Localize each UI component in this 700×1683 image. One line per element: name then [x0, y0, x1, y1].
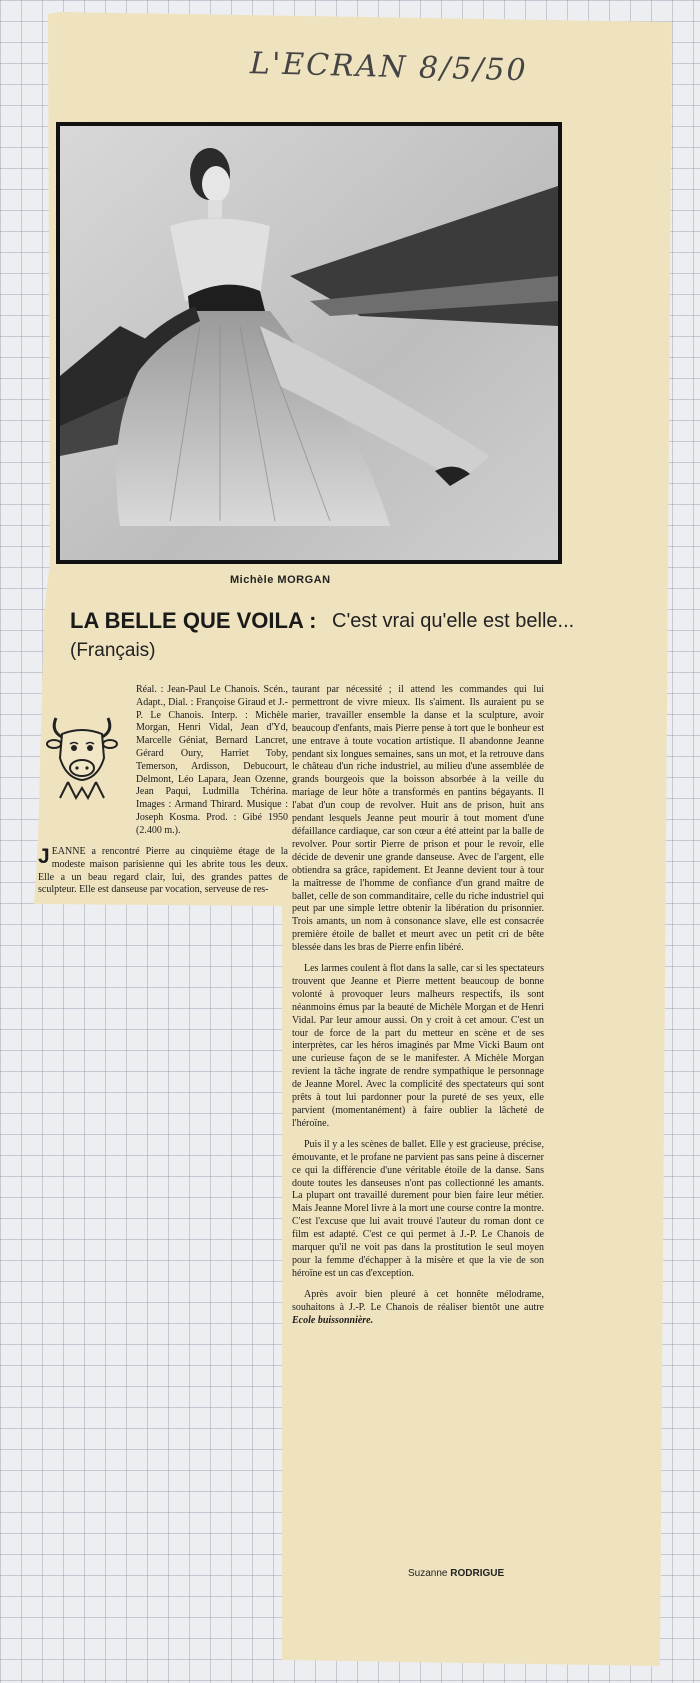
closing-text: Après avoir bien pleuré à cet honnête mélodrame, souhaitons à J.-P. Le Chanois de réaliser bientôt une autre	[292, 1288, 544, 1313]
photo-caption	[230, 574, 331, 586]
body-paragraph-1: taurant par nécessité ; il attend les commandes qui lui permettront de vivre mieux. Ils s'aiment. Ils auraient pu se marier, travailler ensemble la danse et la sculpture, avoir beaucoup d'enfants, mais Pierre pense à tort que le bonheur est une entrave à toute vocation artistique. Il abandonne Jeanne pendant six longues semaines, sans un mot, et la retrouve dans le château d'un riche industriel, au milieu d'une assemblée de grands bourgeois que la boisson absorbée à la veille du mariage de leur hôte a transformés en pantins bégayants. Il l'abat d'un coup de revolver. Huit ans de prison, huit ans pendant lesquels Jeanne peut mourir à tout moment d'une défaillance cardiaque, car son cœur a été atteint par la balle de revolver. Pour sortir Pierre de prison et pour le revoir, elle décide de devenir une grande danseuse. Avec de l'argent, elle obtiendra sa grâce, rapidement. Et Jeanne devient tour à tour la maîtresse de l'homme de confiance d'un grand maître de ballet, celle de son commanditaire, celle du riche industriel qui peut par une simple lettre obtenir la libération du prisonnier. Trois amants, un nom à consonance slave, elle est consacrée première étoile de ballet et meurt avec un petit cri de bête blessée dans les bras de Pierre enfin libéré.	[292, 684, 544, 954]
drop-cap: J	[38, 845, 50, 868]
photo-illustration	[60, 126, 558, 560]
caption-last-name: MORGAN	[277, 574, 331, 586]
article-intro	[38, 846, 288, 897]
author-first-name: Suzanne	[408, 1568, 448, 1579]
film-credits: Réal. : Jean-Paul Le Chanois. Scén., Adapt., Dial. : Françoise Giraud et J.-P. Le Chanois. Interp. : Michèle Morgan, Henri Vidal, Jean d'Yd, Marcelle Géniat, Bernard Lancret, Gérard Oury, Harriet Toby, Temerson, Ardisson, Debucourt, Delmont, Léo Lapara, Jean Ozenne, Jean Paqui, Ludmilla Tchérina. Images : Armand Thirard. Musique : Joseph Kosma. Prod. : Gibé 1950 (2.400 m.).	[136, 684, 288, 836]
handwritten-annotation: L'ECRAN 8/5/50	[249, 46, 529, 89]
film-reference: Ecole buissonnière.	[292, 1314, 374, 1326]
intro-text: EANNE a rencontré Pierre au cinquième étage de la modeste maison parisienne qui les abrite tous les deux. Elle a un beau regard clair, lui, des grandes pattes de sculpteur. Elle est danseuse par vocation, serveuse de res-	[38, 846, 288, 896]
bull-mascot-icon	[46, 708, 118, 800]
film-language: (Français)	[70, 640, 156, 661]
article-photo	[56, 122, 562, 564]
author-last-name: RODRIGUE	[450, 1568, 505, 1579]
caption-first-name: Michèle	[230, 574, 274, 586]
body-paragraph-3: Puis il y a les scènes de ballet. Elle y est gracieuse, précise, émouvante, et le profane ne parvient pas sans peine à discerner ce qui la différencie d'une véritable étoile de la danse. Sans doute toutes les danseuses n'ont pas collectionné les amants. La plupart ont travaillé durement pour bien faire leur métier. Mais Jeanne Morel livre à la mort une course contre la montre. C'est l'excuse que lui avait trouvé l'auteur du roman dont ce film est adapté. C'est ce qui permet à J.-P. Le Chanois de marquer qu'il ne voit pas dans la prostitution le seul moyen pour la femme d'échapper à la misère et que la vie de son héroïne est un cas d'exception.	[292, 1138, 544, 1279]
article-title: LA BELLE QUE VOILA :	[70, 608, 317, 633]
body-paragraph-2: Les larmes coulent à flot dans la salle, car si les spectateurs trouvent que Jeanne et Pierre mettent beaucoup de bonne volonté à provoquer leurs malheurs respectifs, ils sont néanmoins émus par la beauté de Michèle Morgan et de Henri Vidal. Par leur amour aussi. On y croit à cet amour. C'est un tour de force de la part du metteur en scène et de ses interprètes, car les héros imaginés par Mme Vicki Baum ont une curieuse façon de se le manifester. A Michèle Morgan revient la tâche ingrate de rendre sympathique le personnage de Jeanne Morel. Avec la complicité des spectateurs qui sont prêts à tout lui pardonner pour la pureté de ses yeux, elle parvient (momentanément) à faire oublier la lâcheté de l'héroïne.	[292, 963, 544, 1129]
article-subtitle: C'est vrai qu'elle est belle...	[332, 610, 575, 632]
author-signature	[408, 1568, 504, 1579]
article-body	[292, 684, 544, 1336]
closing-paragraph	[292, 1289, 544, 1328]
